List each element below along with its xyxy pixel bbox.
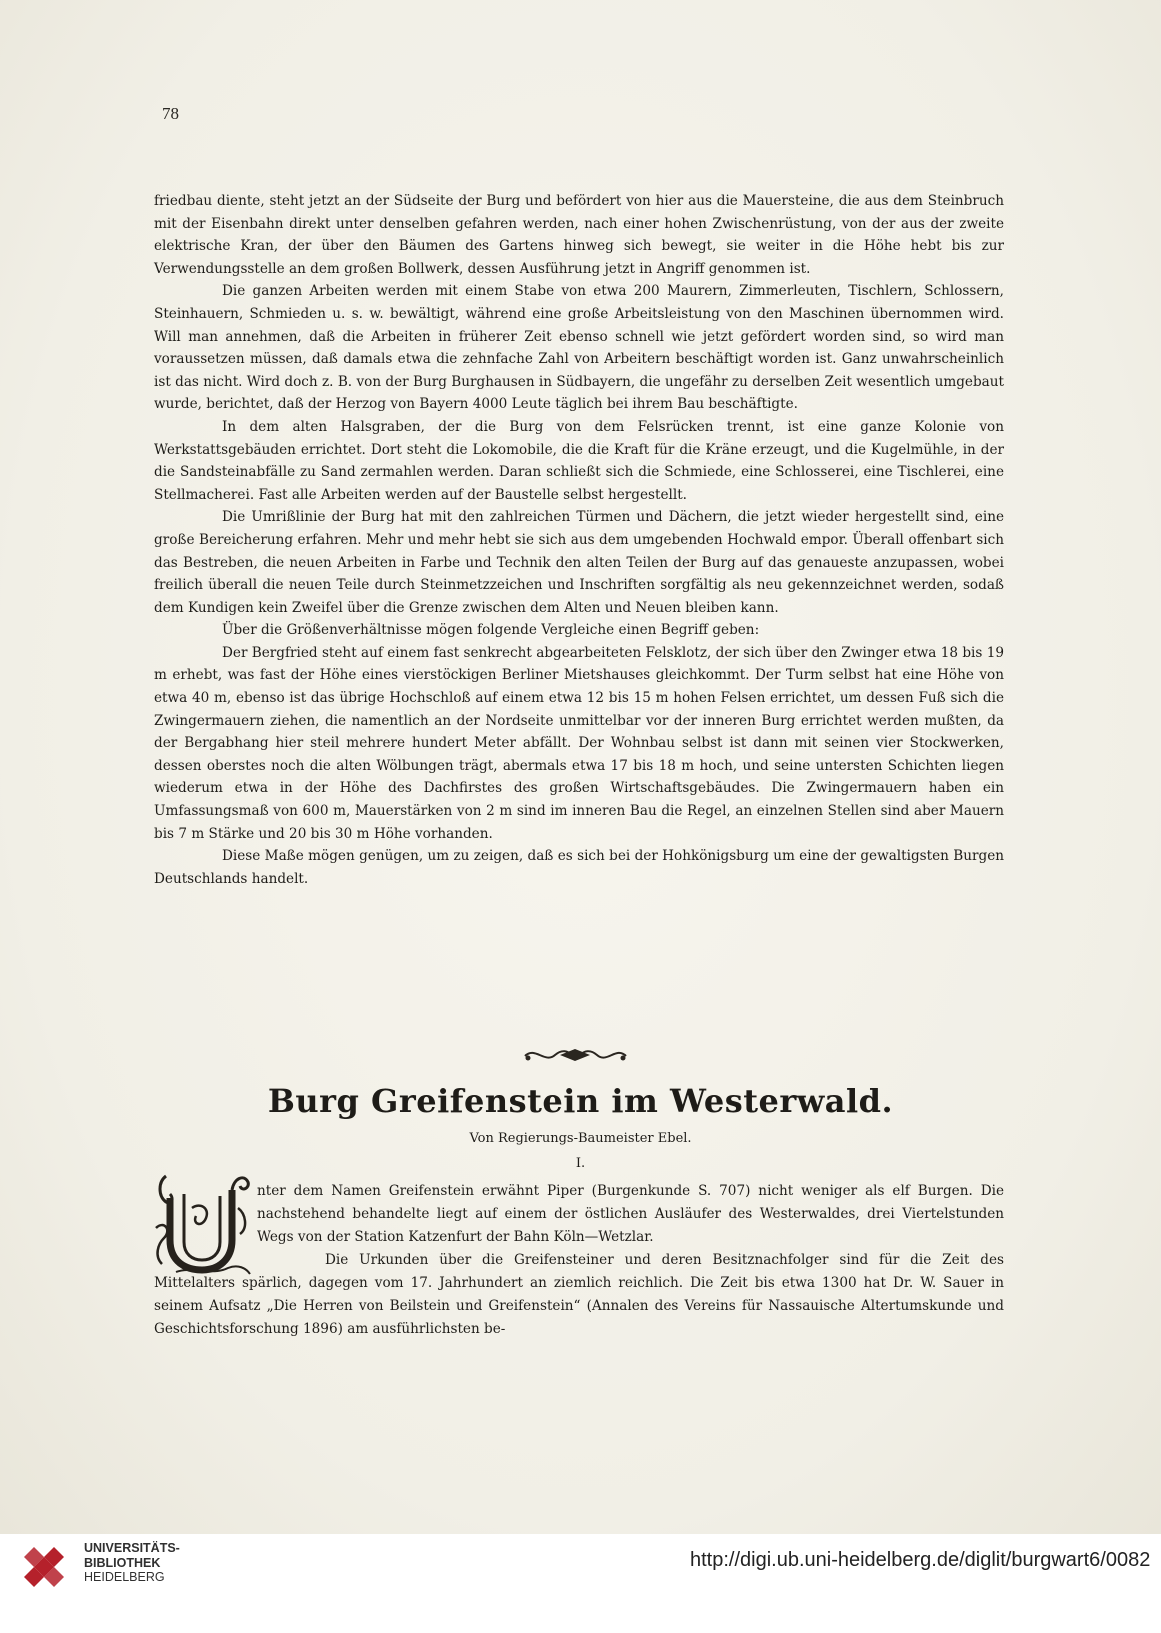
section-number: I.	[575, 1156, 586, 1171]
library-name-line: UNIVERSITÄTS-	[84, 1541, 180, 1555]
paragraph: Der Bergfried steht auf einem fast senkrecht abgearbeiteten Felsklotz, der sich über den Zwinger etwa 18 bis 19 m erhebt, was fast der Höhe eines vierstöckigen Berliner Mietshauses gleichkommt. Der Turm selbst hat eine Höhe von etwa 40 m, ebenso ist das übrige Hochschloß auf einem etwa 12 bis 15 m hohen Felsen errichtet, um dessen Fuß sich die Zwingermauern ziehen, die namentlich an der Nordseite unmittelbar vor der inneren Burg errichtet werden mußten, da der Bergabhang hier steil mehrere hundert Meter abfällt. Der Wohnbau selbst ist dann mit seinen vier Stockwerken, dessen oberstes noch die alten Wölbungen trägt, abermals etwa 17 bis 18 m hoch, und seine untersten Schichten liegen wiederum etwa in der Höhe des Dachfirstes des großen Wirtschaftsgebäudes. Die Zwingermauern haben ein Umfassungsmaß von 600 m, Mauerstärken von 2 m sind im inneren Bau die Regel, an einzelnen Stellen sind aber Mauern bis 7 m Stärke und 20 bis 30 m Höhe vorhanden.	[154, 644, 1004, 842]
source-url-link[interactable]: http://digi.ub.uni-heidelberg.de/diglit/burgwart6/0082	[690, 1549, 1151, 1571]
library-name	[84, 1541, 180, 1585]
library-name-line: BIBLIOTHEK	[84, 1555, 161, 1570]
paragraph: nter dem Namen Greifenstein erwähnt Piper (Burgenkunde S. 707) nicht weniger als elf Burgen. Die nachstehend behandelte liegt auf einem der östlichen Ausläufer des Westerwaldes, drei Viertelstunden Wegs von der Station Katzenfurt der Bahn Köln—Wetzlar.	[257, 1183, 1004, 1245]
paragraph: Die ganzen Arbeiten werden mit einem Stabe von etwa 200 Maurern, Zimmerleuten, Tischlern, Schlossern, Steinhauern, Schmieden u. s. w. bewältigt, während eine große Arbeitsleistung von den Maschinen übernommen wird. Will man annehmen, daß die Arbeiten in früherer Zeit ebenso schnell wie jetzt gefördert worden sind, so wird man voraussetzen müssen, daß damals etwa die zehnfache Zahl von Arbeitern beschäftigt worden ist. Ganz unwahrscheinlich ist das nicht. Wird doch z. B. von der Burg Burghausen in Südbayern, die ungefähr zu derselben Zeit wesentlich umgebaut wurde, berichtet, daß der Herzog von Bayern 4000 Leute täglich bei ihrem Bau beschäftigte.	[154, 283, 1004, 413]
article-body	[154, 1180, 1004, 1341]
library-logo-icon	[20, 1537, 70, 1587]
paragraph: friedbau diente, steht jetzt an der Südseite der Burg und befördert von hier aus die Mauersteine, die aus dem Steinbruch mit der Eisenbahn direkt unter denselben gefahren werden, nach einer hohen Zwischenrüstung, von der aus der zweite elektrische Kran, der über den Bäumen des Gartens hinweg sich bewegt, sie weiter in die Höhe hebt bis zur Verwendungsstelle an dem großen Bollwerk, dessen Ausführung jetzt in Angriff genommen ist.	[154, 193, 1004, 277]
article-byline: Von Regierungs-Baumeister Ebel.	[469, 1131, 692, 1146]
paragraph: Die Urkunden über die Greifensteiner und deren Besitznachfolger sind für die Zeit des Mittelalters spärlich, dagegen vom 17. Jahrhundert an ziemlich reichlich. Die Zeit bis etwa 1300 hat Dr. W. Sauer in seinem Aufsatz „Die Herren von Beilstein und Greifenstein“ (Annalen des Vereins für Nassauische Altertumskunde und Geschichtsforschung 1896) am ausführlichsten be-	[154, 1252, 1004, 1337]
ornament-divider-icon	[520, 1042, 630, 1068]
main-text	[154, 190, 1004, 890]
paragraph: In dem alten Halsgraben, der die Burg von dem Felsrücken trennt, ist eine ganze Kolonie von Werkstattsgebäuden errichtet. Dort steht die Lokomobile, die die Kraft für die Kräne erzeugt, und die Kugelmühle, in der die Sandsteinabfälle zu Sand zermahlen werden. Daran schließt sich die Schmiede, eine Schlosserei, eine Tischlerei, eine Stellmacherei. Fast alle Arbeiten werden auf der Baustelle selbst hergestellt.	[154, 418, 1004, 503]
library-name-line: HEIDELBERG	[84, 1570, 165, 1584]
paragraph: Diese Maße mögen genügen, um zu zeigen, daß es sich bei der Hohkönigsburg um eine der gewaltigsten Burgen Deutschlands handelt.	[154, 848, 1004, 887]
page-number: 78	[162, 104, 179, 123]
paragraph: Über die Größenverhältnisse mögen folgende Vergleiche einen Begriff geben:	[222, 622, 760, 639]
paragraph: Die Umrißlinie der Burg hat mit den zahlreichen Türmen und Dächern, die jetzt wieder hergestellt sind, eine große Bereicherung erfahren. Mehr und mehr hebt sie sich aus dem umgebenden Hochwald empor. Überall offenbart sich das Bestreben, die neuen Arbeiten in Farbe und Technik den alten Teilen der Burg auf das genaueste anzupassen, wobei freilich überall die neuen Teile durch Steinmetzzeichen und Inschriften sorgfältig als neu gekennzeichnet werden, sodaß dem Kundigen kein Zweifel über die Grenze zwischen dem Alten und Neuen bleiben kann.	[154, 509, 1004, 616]
article-title: Burg Greifenstein im Westerwald.	[267, 1082, 894, 1120]
